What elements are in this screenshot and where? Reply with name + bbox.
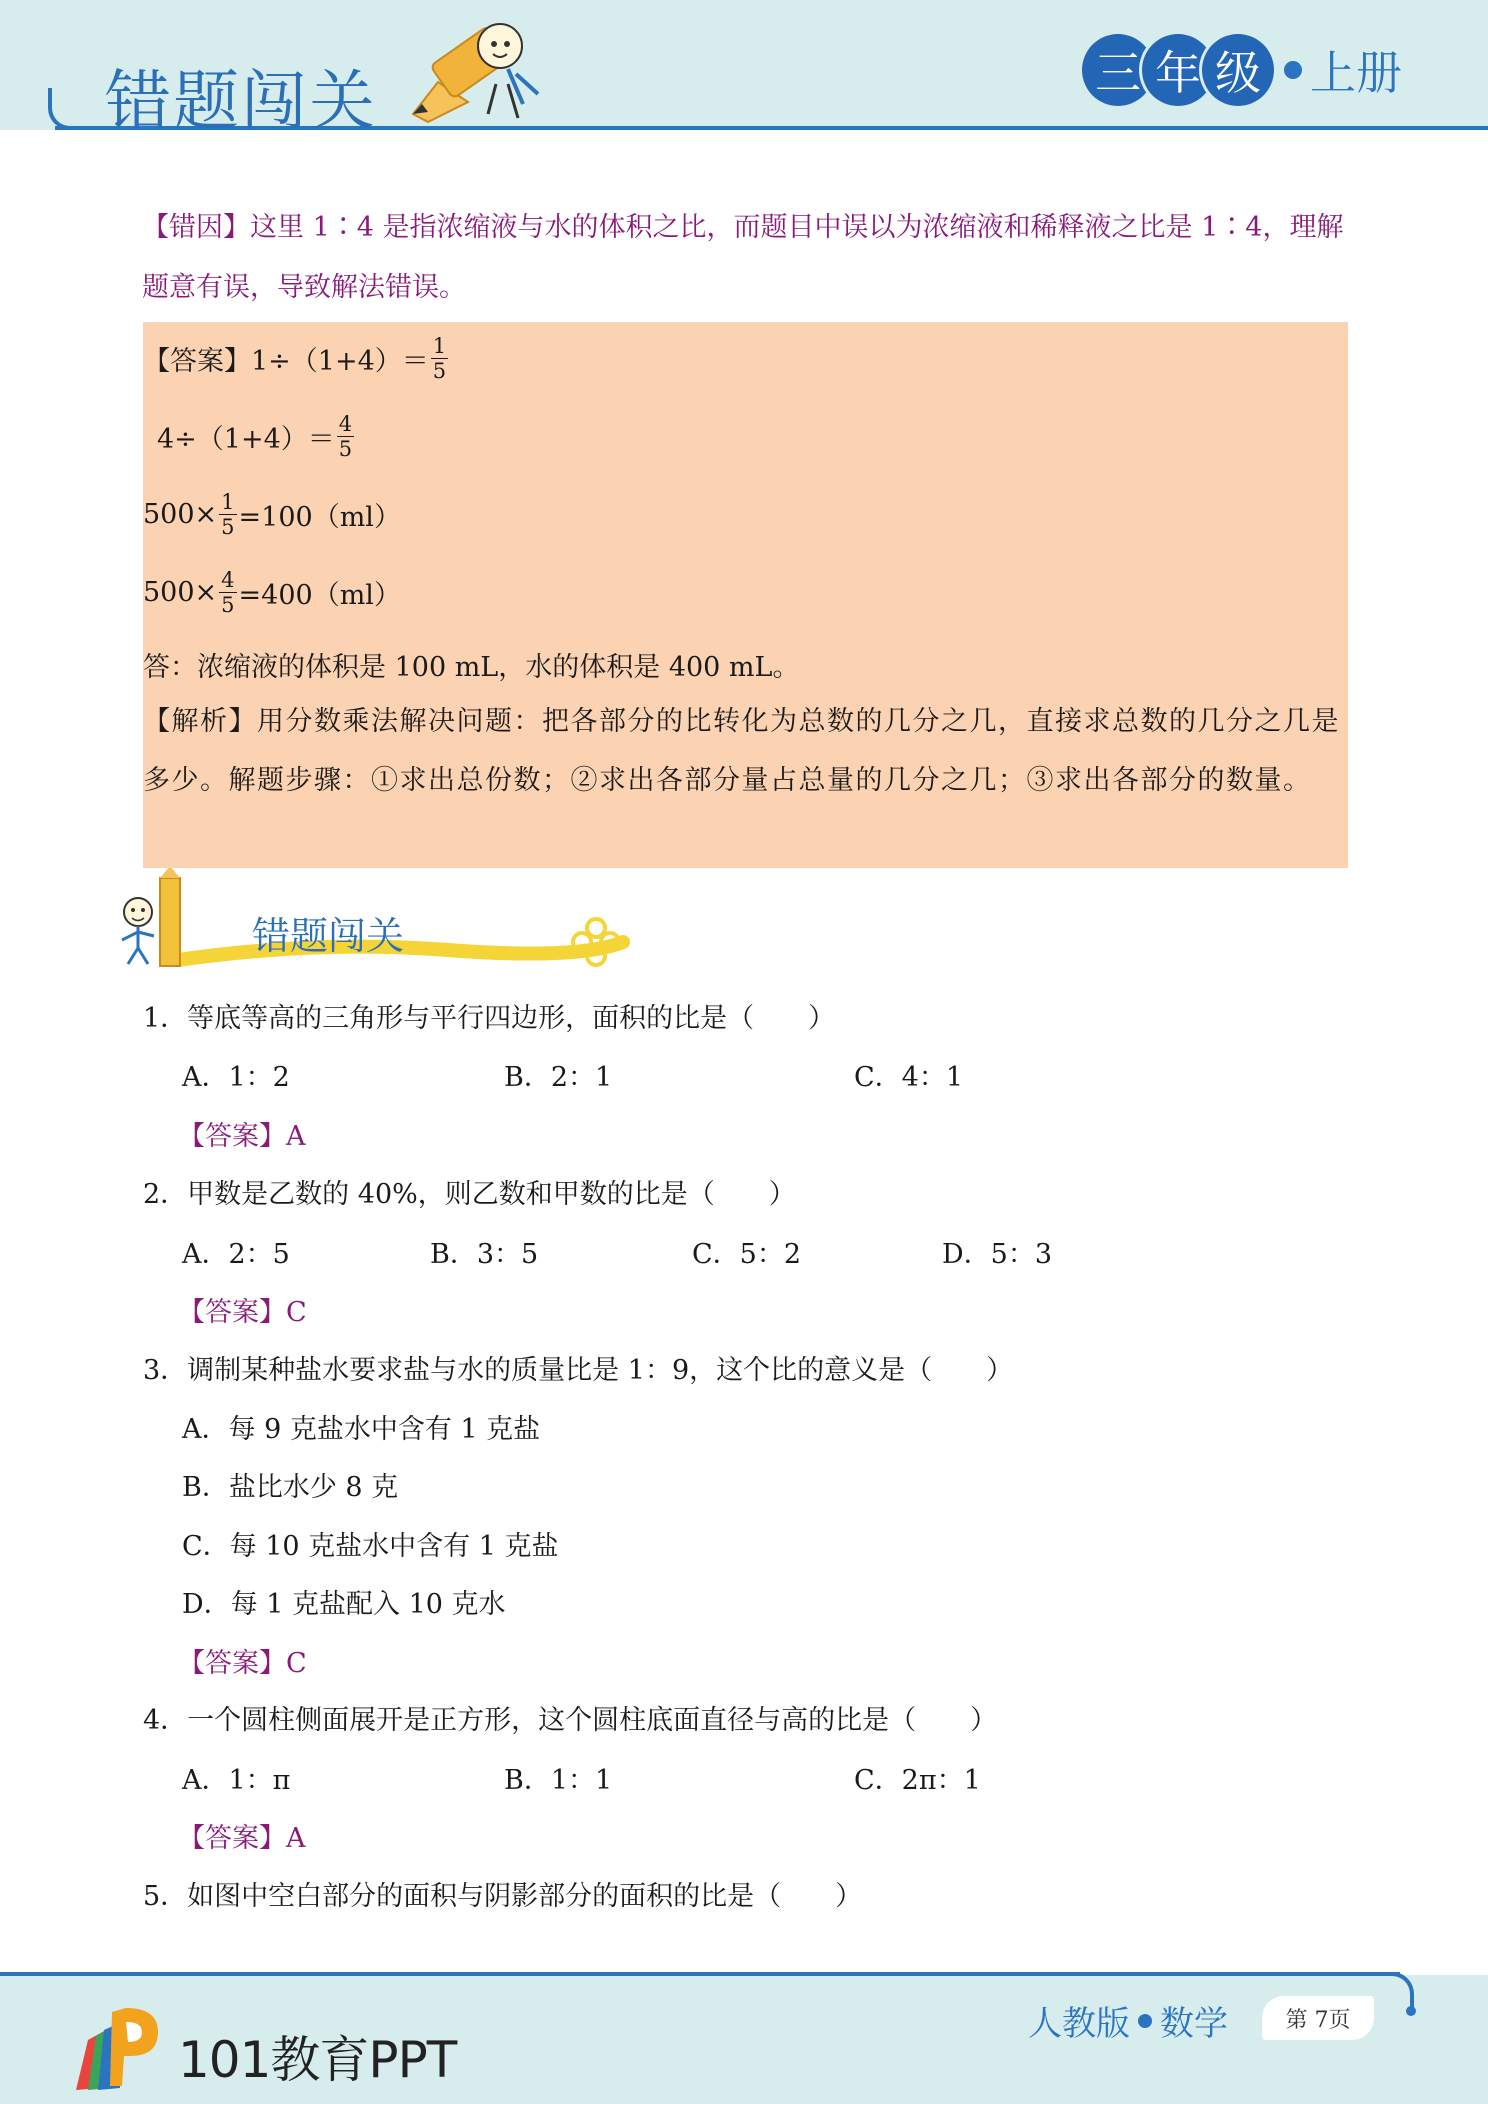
error-reason: 【错因】这里 1∶4 是指浓缩液与水的体积之比，而题目中误以为浓缩液和稀释液之比是 1∶4，理解题意有误，导致解法错误。 — [142, 212, 1344, 303]
answer-row-3: 500× $\frac{1}{5}$ =100（ml） — [143, 489, 401, 539]
footer-rule — [0, 1972, 1400, 1976]
subject-text: 数学 — [1160, 2004, 1228, 2044]
question-4: 4．一个圆柱侧面展开是正方形，这个圆柱底面直径与高的比是（ ） — [143, 1705, 998, 1736]
q1-option-a: A．1：2 — [182, 1062, 290, 1093]
grade-badge — [1082, 34, 1402, 106]
volume-label: 上册 — [1310, 46, 1402, 100]
section-title: 错题闯关 — [252, 914, 405, 958]
fraction: $\frac{4}{5}$ — [221, 567, 235, 617]
q4-option-a: A．1：π — [182, 1765, 291, 1796]
answer-row-1-expr: 【答案】1÷（1+4）＝ — [143, 345, 429, 377]
q1-option-c: C．4：1 — [854, 1062, 964, 1093]
q4-option-c: C．2π：1 — [854, 1765, 981, 1796]
answer-row-2-expr: 4÷（1+4）＝ — [157, 423, 335, 455]
question-5: 5．如图中空白部分的面积与阴影部分的面积的比是（ ） — [143, 1881, 863, 1912]
answer-row-4: 500× $\frac{4}{5}$ =400（ml） — [143, 567, 401, 617]
question-2: 2．甲数是乙数的 40%，则乙数和甲数的比是（ ） — [143, 1179, 796, 1210]
q2-option-b: B．3：5 — [430, 1239, 539, 1270]
pencil-mascot-icon — [408, 14, 548, 124]
separator-dot — [1138, 2014, 1152, 2028]
q1-answer: 【答案】A — [178, 1121, 306, 1152]
grade-char-2: 年 — [1142, 34, 1214, 106]
q4-option-b: B．1：1 — [504, 1765, 613, 1796]
question-3: 3．调制某种盐水要求盐与水的质量比是 1：9，这个比的意义是（ ） — [143, 1355, 1014, 1386]
fraction: $\frac{1}{5}$ — [221, 489, 235, 539]
question-1: 1．等底等高的三角形与平行四边形，面积的比是（ ） — [143, 1003, 836, 1034]
grade-char-1: 三 — [1082, 34, 1154, 106]
answer-analysis: 【解析】用分数乘法解决问题：把各部分的比转化为总数的几分之几，直接求总数的几分之几是多少。解题步骤：①求出总份数；②求出各部分量占总量的几分之几；③求出各部分的数量。 — [143, 706, 1340, 796]
q2-option-c: C．5：2 — [692, 1239, 802, 1270]
footer-dot — [1406, 2006, 1416, 2016]
answer-conclusion: 答：浓缩液的体积是 100 mL，水的体积是 400 mL。 — [143, 651, 800, 683]
q4-answer: 【答案】A — [178, 1823, 306, 1854]
q3-option-c: C．每 10 克盐水中含有 1 克盐 — [182, 1531, 559, 1562]
q2-option-d: D．5：3 — [942, 1239, 1053, 1270]
q3-option-a: A．每 9 克盐水中含有 1 克盐 — [182, 1414, 541, 1445]
fraction: $\frac{4}{5}$ — [338, 411, 353, 461]
q3-answer: 【答案】C — [178, 1648, 307, 1679]
answer-row-1 — [143, 328, 1348, 388]
brand-logo-icon — [66, 2000, 166, 2096]
q2-answer: 【答案】C — [178, 1297, 307, 1328]
answer-row-2 — [143, 406, 1362, 466]
edition-text: 人教版 — [1028, 2004, 1130, 2044]
header-title: 错题闯关 — [105, 63, 377, 140]
q3-option-d: D．每 1 克盐配入 10 克水 — [182, 1589, 506, 1620]
fraction: $\frac{1}{5}$ — [432, 333, 447, 383]
page-number: 第 7页 — [1262, 1996, 1374, 2040]
q2-option-a: A．2：5 — [182, 1239, 290, 1270]
brand-name: 101教育PPT — [178, 2031, 457, 2089]
q3-option-b: B．盐比水少 8 克 — [182, 1472, 399, 1503]
edition-label — [1028, 1996, 1228, 2045]
q1-option-b: B．2：1 — [504, 1062, 613, 1093]
grade-char-3: 级 — [1202, 34, 1274, 106]
separator-dot — [1284, 61, 1302, 79]
